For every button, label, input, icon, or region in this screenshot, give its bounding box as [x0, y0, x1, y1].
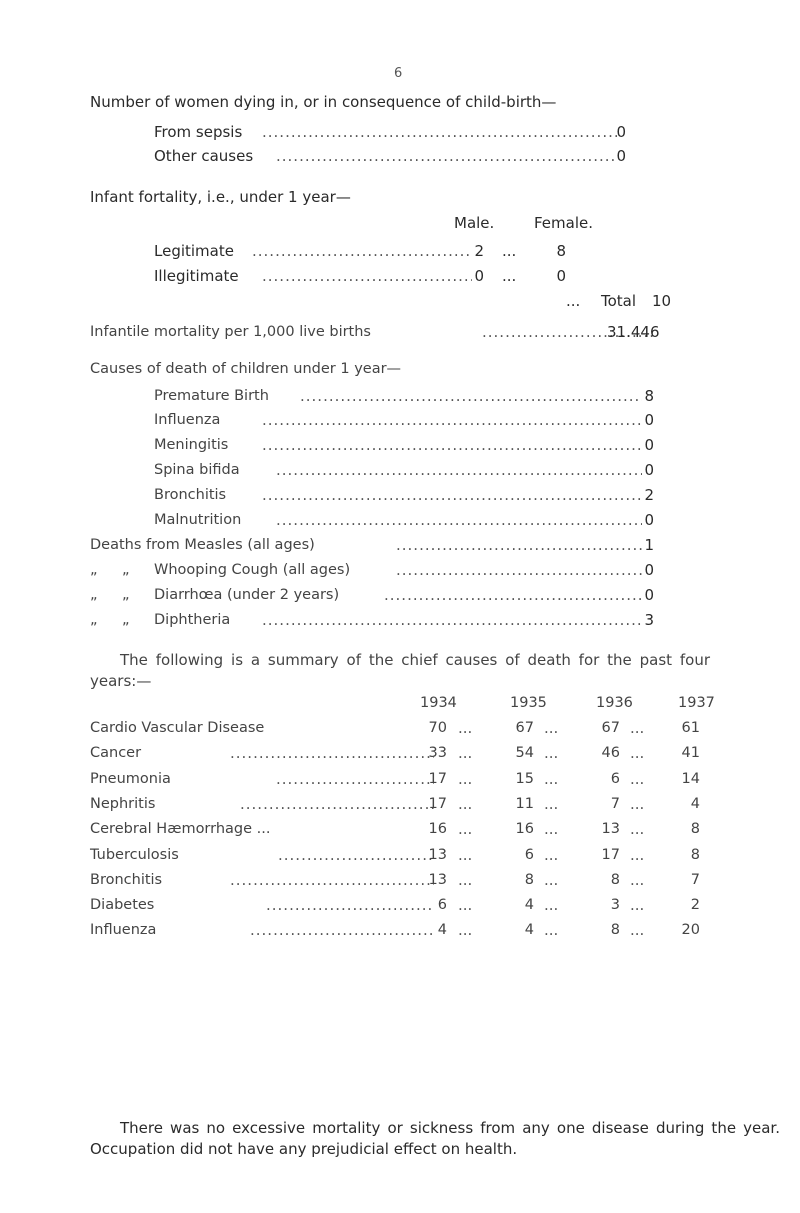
summary-row-label: Cerebral Hæmorrhage ...	[90, 821, 271, 837]
summary-value-1937: 61	[681, 720, 700, 736]
ditto-mark: „	[90, 612, 98, 628]
summary-value-1934: 33	[428, 745, 447, 761]
leader-dots	[262, 485, 642, 505]
separator-dots: ...	[544, 770, 559, 788]
ditto-mark: „	[122, 612, 130, 628]
total-label: Total	[601, 292, 637, 310]
deaths-from-label: Deaths from Measles (all ages)	[90, 537, 315, 553]
cause-value: 8	[644, 387, 654, 405]
deaths-from-row-label: Diarrhœa (under 2 years)	[154, 587, 340, 603]
cause-value: 0	[644, 461, 654, 479]
summary-value-1937: 20	[681, 922, 700, 938]
leader-dots	[240, 794, 434, 814]
separator-dots: ...	[630, 820, 645, 838]
summary-row-label: Diabetes	[90, 897, 155, 913]
summary-value-1937: 41	[681, 745, 700, 761]
summary-row-label: Influenza	[90, 922, 157, 938]
summary-value-1937: 8	[690, 821, 700, 837]
separator-dots: ...	[544, 795, 559, 813]
summary-value-1936: 8	[610, 872, 620, 888]
cause-label: Bronchitis	[154, 487, 227, 503]
infant-female-value: 0	[556, 267, 566, 285]
separator-dots: ...	[630, 846, 645, 864]
deaths-from-row-label: Diphtheria	[154, 612, 231, 628]
summary-value-1934: 13	[428, 847, 447, 863]
year-header: 1937	[678, 695, 715, 711]
year-header: 1934	[420, 695, 457, 711]
cause-value: 0	[644, 411, 654, 429]
separator-dots: ...	[458, 820, 473, 838]
separator-dots: ...	[544, 820, 559, 838]
separator-dots: ...	[502, 242, 517, 260]
leader-dots	[262, 410, 642, 430]
summary-value-1936: 7	[610, 796, 620, 812]
separator-dots: ...	[630, 871, 645, 889]
summary-value-1937: 8	[690, 847, 700, 863]
summary-value-1935: 54	[515, 745, 534, 761]
separator-dots: ...	[630, 719, 645, 737]
ditto-mark: „	[122, 562, 130, 578]
infant-heading: Infant fortality, i.e., under 1 year—	[90, 188, 351, 206]
leader-dots	[396, 560, 642, 580]
maternal-heading: Number of women dying in, or in consequence of child-birth—	[90, 93, 557, 111]
summary-value-1935: 16	[515, 821, 534, 837]
leader-dots	[262, 122, 617, 142]
maternal-row-value: 0	[616, 147, 626, 165]
separator-dots: ...	[630, 744, 645, 762]
deaths-from-row-value: 0	[644, 561, 654, 579]
leader-dots	[276, 460, 642, 480]
cause-label: Malnutrition	[154, 512, 242, 528]
infantile-rate-label: Infantile mortality per 1,000 live births	[90, 324, 371, 340]
year-header: 1936	[596, 695, 633, 711]
separator-dots: ...	[630, 896, 645, 914]
col-male-header: Male.	[454, 214, 495, 232]
separator-dots: ...	[458, 744, 473, 762]
cause-label: Premature Birth	[154, 388, 269, 404]
children-causes-heading: Causes of death of children under 1 year—	[90, 361, 402, 377]
closing-paragraph: There was no excessive mortality or sickness from any one disease during the year. Occupation did not have any prejudicial effect on health.	[90, 1119, 780, 1158]
separator-dots: ...	[544, 871, 559, 889]
summary-row-label: Pneumonia	[90, 771, 171, 787]
summary-value-1936: 17	[601, 847, 620, 863]
separator-dots: ...	[544, 744, 559, 762]
summary-value-1935: 4	[524, 897, 534, 913]
infant-female-value: 8	[556, 242, 566, 260]
summary-value-1935: 6	[524, 847, 534, 863]
cause-value: 0	[644, 511, 654, 529]
infant-male-value: 0	[474, 267, 484, 285]
summary-value-1934: 17	[428, 796, 447, 812]
summary-value-1936: 6	[610, 771, 620, 787]
leader-dots	[230, 743, 434, 763]
separator-dots: ...	[458, 896, 473, 914]
summary-value-1934: 17	[428, 771, 447, 787]
leader-dots	[300, 386, 642, 406]
ditto-mark: „	[90, 562, 98, 578]
summary-value-1934: 16	[428, 821, 447, 837]
separator-dots: ...	[458, 846, 473, 864]
summary-value-1936: 46	[601, 745, 620, 761]
summary-row-label: Tuberculosis	[90, 847, 179, 863]
summary-value-1936: 8	[610, 922, 620, 938]
leader-dots	[262, 435, 642, 455]
maternal-row-label: From sepsis	[154, 123, 243, 141]
maternal-row-label: Other causes	[154, 147, 254, 165]
summary-value-1935: 11	[515, 796, 534, 812]
cause-label: Meningitis	[154, 437, 229, 453]
summary-row-label: Cardio Vascular Disease	[90, 720, 265, 736]
infantile-rate-value: 31.446	[607, 323, 660, 341]
infant-row-label: Legitimate	[154, 242, 234, 260]
summary-value-1936: 3	[610, 897, 620, 913]
total-value: 10	[652, 292, 672, 310]
leader-dots	[276, 146, 617, 166]
separator-dots: ...	[544, 921, 559, 939]
summary-value-1937: 14	[681, 771, 700, 787]
col-female-header: Female.	[534, 214, 594, 232]
summary-value-1936: 13	[601, 821, 620, 837]
ditto-mark: „	[122, 587, 130, 603]
summary-value-1935: 4	[524, 922, 534, 938]
summary-row-label: Cancer	[90, 745, 142, 761]
separator-dots: ...	[544, 846, 559, 864]
maternal-row-value: 0	[616, 123, 626, 141]
leader-dots	[262, 610, 642, 630]
year-header: 1935	[510, 695, 547, 711]
separator-dots: ...	[630, 921, 645, 939]
deaths-from-row-value: 0	[644, 586, 654, 604]
summary-value-1935: 8	[524, 872, 534, 888]
summary-intro: The following is a summary of the chief causes of death for the past four years:—	[90, 651, 710, 690]
separator-dots: ...	[630, 770, 645, 788]
separator-dots: ...	[544, 719, 559, 737]
summary-row-label: Bronchitis	[90, 872, 163, 888]
summary-value-1937: 2	[690, 897, 700, 913]
cause-value: 2	[644, 486, 654, 504]
infant-row-label: Illegitimate	[154, 267, 239, 285]
summary-row-label: Nephritis	[90, 796, 156, 812]
summary-value-1935: 67	[515, 720, 534, 736]
cause-value: 0	[644, 436, 654, 454]
summary-value-1937: 7	[690, 872, 700, 888]
separator-dots: ...	[458, 871, 473, 889]
separator-dots: ...	[566, 292, 581, 310]
summary-value-1934: 4	[437, 922, 447, 938]
leader-dots	[262, 266, 472, 286]
separator-dots: ...	[458, 921, 473, 939]
separator-dots: ...	[458, 719, 473, 737]
infant-male-value: 2	[474, 242, 484, 260]
leader-dots	[396, 535, 642, 555]
deaths-from-value: 1	[644, 536, 654, 554]
summary-value-1934: 13	[428, 872, 447, 888]
leader-dots	[230, 870, 434, 890]
separator-dots: ...	[458, 795, 473, 813]
leader-dots	[384, 585, 642, 605]
leader-dots	[252, 241, 472, 261]
deaths-from-row-value: 3	[644, 611, 654, 629]
ditto-mark: „	[90, 587, 98, 603]
page-number: 6	[394, 66, 403, 81]
summary-value-1934: 6	[437, 897, 447, 913]
separator-dots: ...	[544, 896, 559, 914]
separator-dots: ...	[458, 770, 473, 788]
cause-label: Influenza	[154, 412, 221, 428]
leader-dots	[276, 510, 642, 530]
deaths-from-row-label: Whooping Cough (all ages)	[154, 562, 351, 578]
separator-dots: ...	[630, 795, 645, 813]
summary-value-1936: 67	[601, 720, 620, 736]
summary-value-1935: 15	[515, 771, 534, 787]
summary-value-1937: 4	[690, 796, 700, 812]
summary-value-1934: 70	[428, 720, 447, 736]
separator-dots: ...	[502, 267, 517, 285]
cause-label: Spina bifida	[154, 462, 240, 478]
